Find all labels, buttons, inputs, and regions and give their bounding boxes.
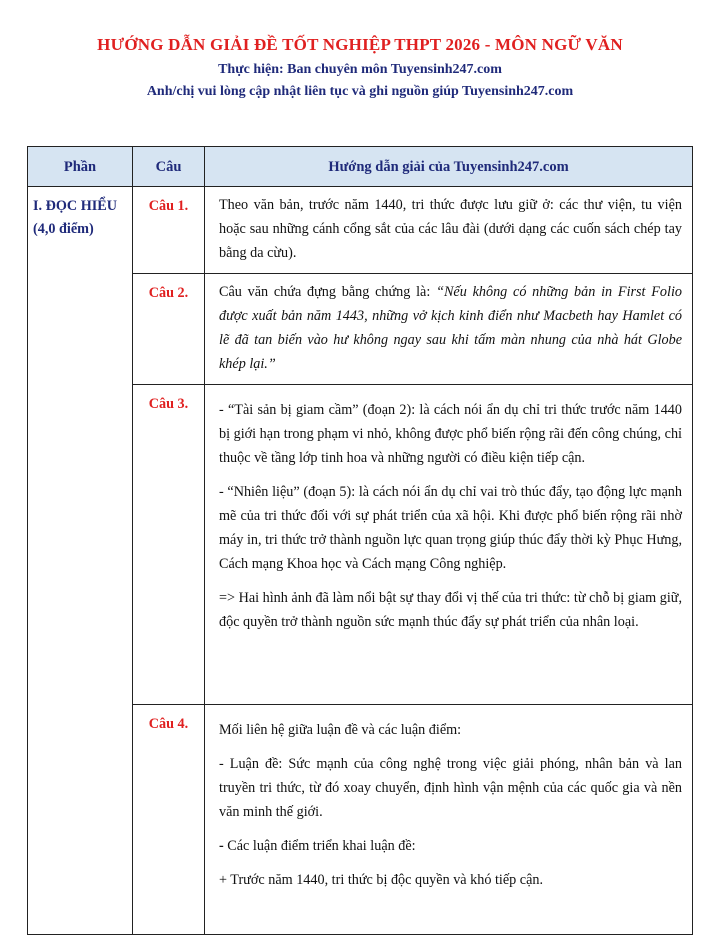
answer-text: Các luận điểm triển khai luận đề: [227,838,416,854]
answer-paragraph: + Trước năm 1440, tri thức bị độc quyền và khó tiếp cận. [219,872,544,888]
table-header-row [28,147,693,187]
header-question: Câu [133,147,205,187]
question-label: Câu 3. [133,385,205,705]
section-name: I. ĐỌC HIỂU [33,198,117,214]
document-author-line: Thực hiện: Ban chuyên môn Tuyensinh247.com [218,62,502,77]
answer-cell [205,385,693,705]
answer-cell [205,705,693,935]
answer-cell [205,274,693,385]
answer-paragraph: Mối liên hệ giữa luận đề và các luận điểm: [219,722,462,738]
answer-text [219,280,682,376]
question-label: Câu 1. [133,187,205,274]
document-source-note: Anh/chị vui lòng cập nhật liên tục và ghi nguồn giúp Tuyensinh247.com [146,84,574,99]
answer-quote: “Nếu không có những bản in First Folio được xuất bản năm 1443, những vở kịch kinh điển như Macbeth hay Hamlet có lẽ đã tan biến vào hư không ngay sau khi tấm màn nhung của nhà hát Globe khép lại.” [219,284,682,372]
answer-paragraph: - “Tài sản bị giam cầm” (đoạn 2): là cách nói ẩn dụ chỉ tri thức trước năm 1440 bị giới hạn trong phạm vi nhỏ, không được phổ biến rộng rãi đến công chúng, chỉ thuộc về tầng lớp tinh hoa và những người có điều kiện tiếp cận. [219,402,682,466]
question-label: Câu 2. [133,274,205,385]
answer-paragraph: - “Nhiên liệu” (đoạn 5): là cách nói ẩn dụ chỉ vai trò thúc đẩy, tạo động lực mạnh mẽ của tri thức đối với sự phát triển của xã hội. Khi được phổ biến rộng rãi nhờ máy in, tri thức trở thành nguồn lực quan trọng giúp thúc đẩy thời kỳ Phục Hưng, Cách mạng Khoa học và Cách mạng Công nghiệp. [219,484,682,572]
header-guide: Hướng dẫn giải của Tuyensinh247.com [205,147,693,187]
answer-cell [205,187,693,274]
header-part: Phần [28,147,133,187]
answer-paragraph: - Luận đề: Sức mạnh của công nghệ trong việc giải phóng, nhân bản và lan truyền tri thức, từ đó xoay chuyển, định hình vận mệnh của các quốc gia và nền văn minh thế giới. [219,756,682,820]
section-points: (4,0 điểm) [33,221,94,237]
answer-paragraph [219,834,682,858]
answer-guide-table [27,146,693,935]
answer-paragraph: => Hai hình ảnh đã làm nổi bật sự thay đổi vị thế của tri thức: từ chỗ bị giam giữ, độc quyền trở thành nguồn sức mạnh thúc đẩy sự phát triển của nhân loại. [219,590,682,630]
question-label: Câu 4. [133,705,205,935]
answer-bold-dash: - [219,838,224,854]
table-row [28,187,693,274]
answer-text: Theo văn bản, trước năm 1440, tri thức được lưu giữ ở: các thư viện, tu viện hoặc sau những cánh cổng sắt của các lâu đài (dưới dạng các cuốn sách chép tay bằng da cừu). [219,197,682,261]
document-title: HƯỚNG DẪN GIẢI ĐỀ TỐT NGHIỆP THPT 2026 - MÔN NGỮ VĂN [97,35,623,54]
section-cell [28,187,133,935]
answer-prefix: Câu văn chứa đựng bằng chứng là: [219,284,437,300]
